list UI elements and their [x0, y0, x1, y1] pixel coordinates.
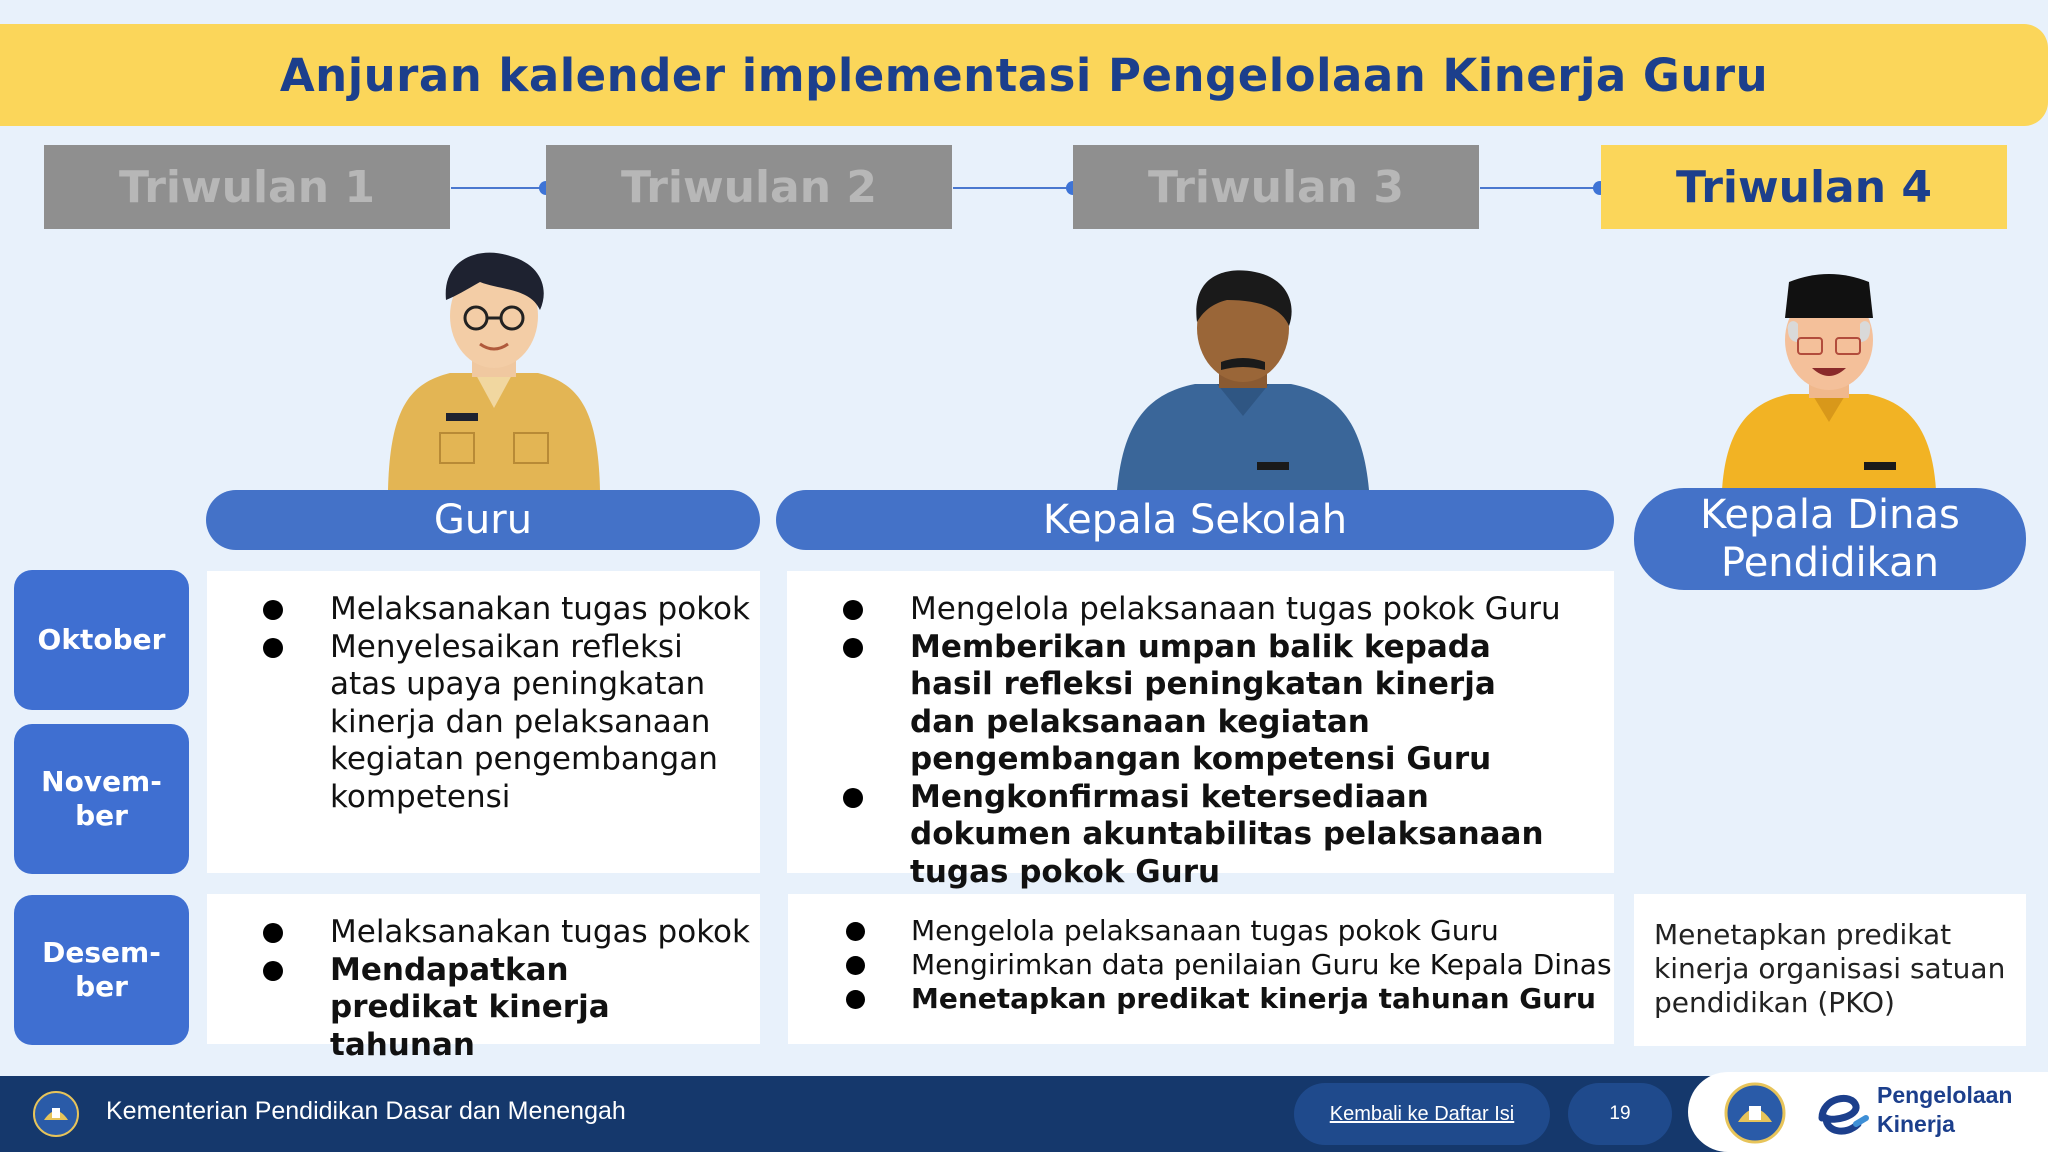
list-item: Mengkonfirmasi ketersediaan dokumen akuntabilitas pelaksanaan tugas pokok Guru: [787, 779, 1614, 892]
brand-line-2: Kinerja: [1877, 1111, 1955, 1137]
title-banner: [0, 24, 2048, 126]
list-item: Memberikan umpan balik kepada hasil refleksi peningkatan kinerja dan pelaksanaan kegiatan pengembangan kompetensi Guru: [787, 629, 1614, 779]
list-item: Menyelesaikan refleksi atas upaya peningkatan kinerja dan pelaksanaan kegiatan pengembangan kompetensi: [207, 629, 760, 817]
timeline-connector: [953, 187, 1073, 189]
back-to-contents-link[interactable]: Kembali ke Daftar Isi: [1294, 1083, 1550, 1145]
list-item: Melaksanakan tugas pokok: [207, 591, 760, 629]
quarter-2-tab: Triwulan 2: [546, 145, 952, 229]
card-kepsek-dec: [788, 894, 1614, 1044]
pengelolaan-kinerja-logo-icon: [1812, 1084, 1872, 1142]
quarter-4-tab: Triwulan 4: [1601, 145, 2007, 229]
task-list: [787, 591, 1614, 891]
page-number: 19: [1568, 1083, 1672, 1145]
card-dinas-dec: Menetapkan predikat kinerja organisasi satuan pendidikan (PKO): [1634, 894, 2026, 1046]
quarter-1-tab: Triwulan 1: [44, 145, 450, 229]
month-december: Desem- ber: [14, 895, 189, 1045]
list-item: Mengelola pelaksanaan tugas pokok Guru: [787, 591, 1614, 629]
timeline-connector: [451, 187, 545, 189]
quarter-3-tab: Triwulan 3: [1073, 145, 1479, 229]
list-item: Mengelola pelaksanaan tugas pokok Guru: [788, 914, 1614, 948]
ministry-logo-icon: [32, 1090, 80, 1138]
month-november: Novem- ber: [14, 724, 189, 874]
role-guru-header: Guru: [206, 490, 760, 550]
ministry-seal-icon: [1724, 1082, 1786, 1144]
brand-line-1: Pengelolaan: [1877, 1082, 2013, 1108]
principal-illustration: [1115, 266, 1371, 490]
ministry-name: Kementerian Pendidikan Dasar dan Menengah: [106, 1097, 626, 1125]
month-october: Oktober: [14, 570, 189, 710]
task-list: [207, 591, 760, 816]
list-item: Menetapkan predikat kinerja tahunan Guru: [788, 982, 1614, 1016]
timeline-connector: [1480, 187, 1600, 189]
task-list: [788, 914, 1614, 1016]
list-item: Melaksanakan tugas pokok: [207, 914, 760, 952]
role-kepala-dinas-header: Kepala Dinas Pendidikan: [1634, 488, 2026, 590]
card-kepsek-oct-nov: [787, 571, 1614, 890]
brand-name: [1877, 1081, 2012, 1139]
page-title: Anjuran kalender implementasi Pengelolaan Kinerja Guru: [279, 48, 1769, 102]
official-illustration: [1714, 272, 1944, 490]
card-guru-dec: [207, 894, 760, 1063]
list-item: Mengirimkan data penilaian Guru ke Kepala Dinas: [788, 948, 1614, 982]
role-kepala-sekolah-header: Kepala Sekolah: [776, 490, 1614, 550]
card-guru-oct-nov: [207, 571, 760, 873]
teacher-illustration: [380, 248, 608, 490]
list-item: Mendapatkan predikat kinerja tahunan: [207, 952, 760, 1065]
task-list: [207, 914, 760, 1064]
